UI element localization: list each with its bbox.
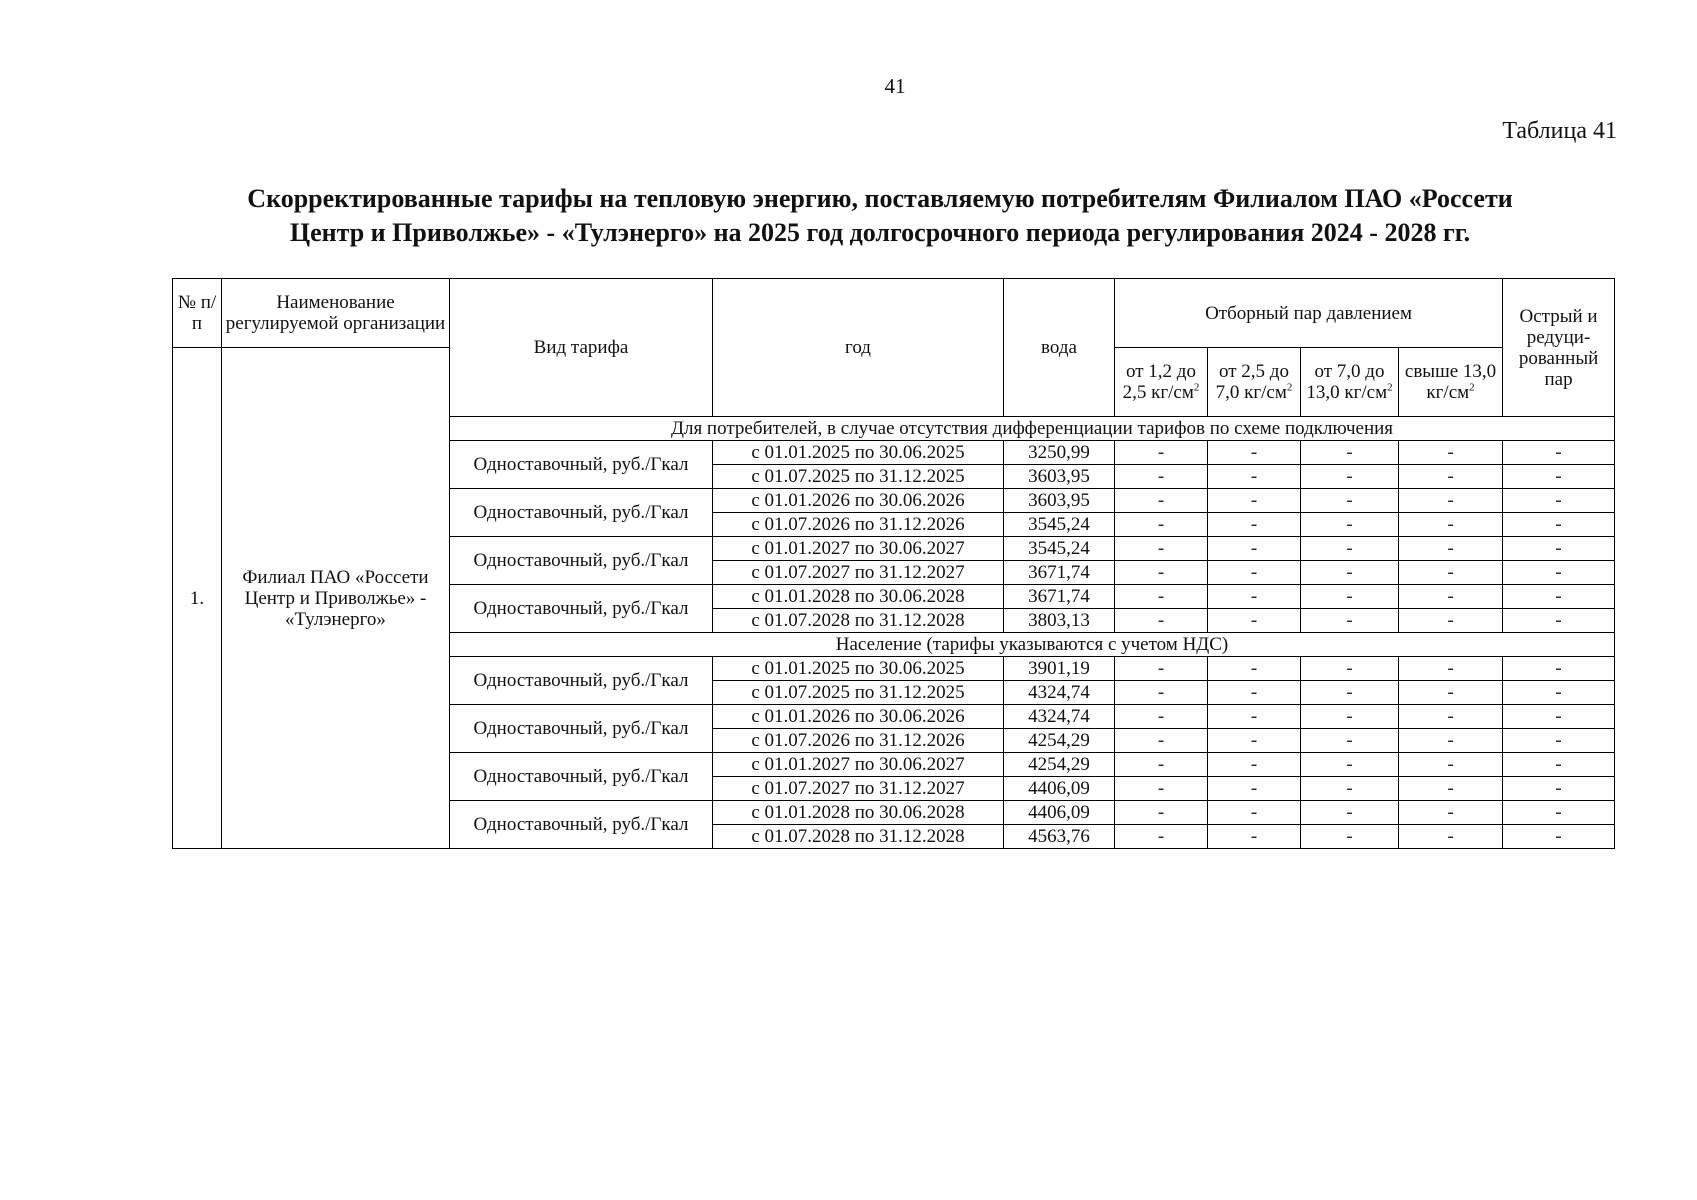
empty-value-cell: -: [1301, 513, 1399, 537]
empty-value-cell: -: [1503, 801, 1615, 825]
empty-value-cell: -: [1503, 681, 1615, 705]
empty-value-cell: -: [1399, 441, 1503, 465]
water-value-cell: 4254,29: [1004, 729, 1115, 753]
empty-value-cell: -: [1503, 585, 1615, 609]
empty-value-cell: -: [1115, 465, 1208, 489]
page-number: 41: [884, 74, 906, 98]
empty-value-cell: -: [1115, 681, 1208, 705]
empty-value-cell: -: [1115, 609, 1208, 633]
header-steam-2: от 2,5 до 7,0 $кг/см^2$: [1208, 348, 1301, 417]
period-cell: с 01.07.2028 по 31.12.2028: [713, 609, 1004, 633]
empty-value-cell: -: [1301, 777, 1399, 801]
empty-value-cell: -: [1503, 825, 1615, 849]
water-value-cell: 3603,95: [1004, 465, 1115, 489]
empty-value-cell: -: [1208, 465, 1301, 489]
tariff-type-cell: Одноставочный, руб./Гкал: [450, 489, 713, 537]
section-heading: Население (тарифы указываются с учетом НДС): [450, 633, 1615, 657]
table-caption: Таблица 41: [1502, 118, 1617, 144]
empty-value-cell: -: [1399, 537, 1503, 561]
empty-value-cell: -: [1208, 489, 1301, 513]
empty-value-cell: -: [1503, 657, 1615, 681]
empty-value-cell: -: [1301, 609, 1399, 633]
empty-value-cell: -: [1503, 705, 1615, 729]
empty-value-cell: -: [1399, 609, 1503, 633]
empty-value-cell: -: [1208, 513, 1301, 537]
empty-value-cell: -: [1399, 801, 1503, 825]
empty-value-cell: -: [1503, 513, 1615, 537]
empty-value-cell: -: [1503, 537, 1615, 561]
empty-value-cell: -: [1503, 465, 1615, 489]
empty-value-cell: -: [1301, 657, 1399, 681]
period-cell: с 01.07.2026 по 31.12.2026: [713, 729, 1004, 753]
organization-name: Филиал ПАО «Россети Центр и Приволжье» - «Тулэнерго»: [222, 348, 450, 849]
empty-value-cell: -: [1208, 441, 1301, 465]
period-cell: с 01.07.2025 по 31.12.2025: [713, 681, 1004, 705]
tariff-type-cell: Одноставочный, руб./Гкал: [450, 441, 713, 489]
empty-value-cell: -: [1115, 513, 1208, 537]
period-cell: с 01.01.2028 по 30.06.2028: [713, 801, 1004, 825]
header-steam-4: свыше 13,0 $кг/см^2$: [1399, 348, 1503, 417]
water-value-cell: 3250,99: [1004, 441, 1115, 465]
water-value-cell: 3545,24: [1004, 537, 1115, 561]
period-cell: с 01.01.2025 по 30.06.2025: [713, 441, 1004, 465]
tariff-type-cell: Одноставочный, руб./Гкал: [450, 801, 713, 849]
empty-value-cell: -: [1503, 729, 1615, 753]
period-cell: с 01.01.2028 по 30.06.2028: [713, 585, 1004, 609]
empty-value-cell: -: [1208, 681, 1301, 705]
period-cell: с 01.07.2026 по 31.12.2026: [713, 513, 1004, 537]
empty-value-cell: -: [1503, 489, 1615, 513]
period-cell: с 01.01.2026 по 30.06.2026: [713, 705, 1004, 729]
empty-value-cell: -: [1115, 561, 1208, 585]
empty-value-cell: -: [1208, 537, 1301, 561]
empty-value-cell: -: [1503, 441, 1615, 465]
empty-value-cell: -: [1301, 753, 1399, 777]
tariff-type-cell: Одноставочный, руб./Гкал: [450, 537, 713, 585]
empty-value-cell: -: [1399, 489, 1503, 513]
empty-value-cell: -: [1399, 681, 1503, 705]
empty-value-cell: -: [1301, 585, 1399, 609]
empty-value-cell: -: [1208, 561, 1301, 585]
empty-value-cell: -: [1208, 801, 1301, 825]
empty-value-cell: -: [1301, 705, 1399, 729]
empty-value-cell: -: [1208, 825, 1301, 849]
title-line-2: Центр и Приволжье» - «Тулэнерго» на 2025 год долгосрочного периода регулирования 2024 - 2028 гг.: [289, 218, 1471, 247]
empty-value-cell: -: [1503, 609, 1615, 633]
water-value-cell: 4406,09: [1004, 777, 1115, 801]
empty-value-cell: -: [1301, 465, 1399, 489]
empty-value-cell: -: [1399, 753, 1503, 777]
header-steam-3: от 7,0 до 13,0 $кг/см^2$: [1301, 348, 1399, 417]
period-cell: с 01.01.2025 по 30.06.2025: [713, 657, 1004, 681]
row-number: 1.: [173, 348, 222, 849]
water-value-cell: 4324,74: [1004, 681, 1115, 705]
header-steam-group: Отборный пар давлением: [1115, 279, 1503, 348]
empty-value-cell: -: [1399, 777, 1503, 801]
empty-value-cell: -: [1115, 705, 1208, 729]
empty-value-cell: -: [1115, 825, 1208, 849]
empty-value-cell: -: [1399, 513, 1503, 537]
empty-value-cell: -: [1399, 825, 1503, 849]
header-year: год: [713, 279, 1004, 417]
header-org: Наименование регулируемой организации: [222, 279, 450, 348]
water-value-cell: 4406,09: [1004, 801, 1115, 825]
title-line-1: Скорректированные тарифы на тепловую энергию, поставляемую потребителям Филиалом ПАО «Россети: [247, 184, 1513, 213]
empty-value-cell: -: [1399, 657, 1503, 681]
empty-value-cell: -: [1208, 753, 1301, 777]
water-value-cell: 3603,95: [1004, 489, 1115, 513]
empty-value-cell: -: [1115, 441, 1208, 465]
empty-value-cell: -: [1208, 609, 1301, 633]
empty-value-cell: -: [1301, 825, 1399, 849]
empty-value-cell: -: [1301, 489, 1399, 513]
empty-value-cell: -: [1301, 441, 1399, 465]
empty-value-cell: -: [1301, 537, 1399, 561]
tariff-type-cell: Одноставочный, руб./Гкал: [450, 585, 713, 633]
water-value-cell: 4254,29: [1004, 753, 1115, 777]
empty-value-cell: -: [1115, 777, 1208, 801]
document-title: [170, 182, 1590, 250]
tariff-table: [172, 278, 1615, 849]
period-cell: с 01.01.2027 по 30.06.2027: [713, 537, 1004, 561]
empty-value-cell: -: [1399, 585, 1503, 609]
empty-value-cell: -: [1301, 801, 1399, 825]
tariff-type-cell: Одноставочный, руб./Гкал: [450, 705, 713, 753]
empty-value-cell: -: [1208, 705, 1301, 729]
tariff-type-cell: Одноставочный, руб./Гкал: [450, 753, 713, 801]
empty-value-cell: -: [1301, 681, 1399, 705]
period-cell: с 01.01.2026 по 30.06.2026: [713, 489, 1004, 513]
empty-value-cell: -: [1115, 657, 1208, 681]
water-value-cell: 3803,13: [1004, 609, 1115, 633]
empty-value-cell: -: [1208, 657, 1301, 681]
period-cell: с 01.01.2027 по 30.06.2027: [713, 753, 1004, 777]
empty-value-cell: -: [1115, 729, 1208, 753]
water-value-cell: 3671,74: [1004, 585, 1115, 609]
period-cell: с 01.07.2027 по 31.12.2027: [713, 561, 1004, 585]
section-heading: Для потребителей, в случае отсутствия дифференциации тарифов по схеме подключения: [450, 417, 1615, 441]
empty-value-cell: -: [1115, 585, 1208, 609]
water-value-cell: 4563,76: [1004, 825, 1115, 849]
empty-value-cell: -: [1503, 753, 1615, 777]
header-steam-1: от 1,2 до 2,5 $кг/см^2$: [1115, 348, 1208, 417]
empty-value-cell: -: [1115, 801, 1208, 825]
empty-value-cell: -: [1208, 729, 1301, 753]
header-sharp-steam: Острый и редуци-рованный пар: [1503, 279, 1615, 417]
empty-value-cell: -: [1115, 537, 1208, 561]
empty-value-cell: -: [1503, 777, 1615, 801]
tariff-type-cell: Одноставочный, руб./Гкал: [450, 657, 713, 705]
period-cell: с 01.07.2027 по 31.12.2027: [713, 777, 1004, 801]
empty-value-cell: -: [1115, 753, 1208, 777]
header-tariff-type: Вид тарифа: [450, 279, 713, 417]
empty-value-cell: -: [1399, 729, 1503, 753]
empty-value-cell: -: [1208, 777, 1301, 801]
empty-value-cell: -: [1115, 489, 1208, 513]
empty-value-cell: -: [1399, 561, 1503, 585]
period-cell: с 01.07.2028 по 31.12.2028: [713, 825, 1004, 849]
header-water: вода: [1004, 279, 1115, 417]
water-value-cell: 3901,19: [1004, 657, 1115, 681]
period-cell: с 01.07.2025 по 31.12.2025: [713, 465, 1004, 489]
water-value-cell: 3545,24: [1004, 513, 1115, 537]
empty-value-cell: -: [1503, 561, 1615, 585]
empty-value-cell: -: [1399, 465, 1503, 489]
empty-value-cell: -: [1399, 705, 1503, 729]
empty-value-cell: -: [1301, 729, 1399, 753]
empty-value-cell: -: [1208, 585, 1301, 609]
water-value-cell: 4324,74: [1004, 705, 1115, 729]
water-value-cell: 3671,74: [1004, 561, 1115, 585]
header-num: № п/п: [173, 279, 222, 348]
empty-value-cell: -: [1301, 561, 1399, 585]
